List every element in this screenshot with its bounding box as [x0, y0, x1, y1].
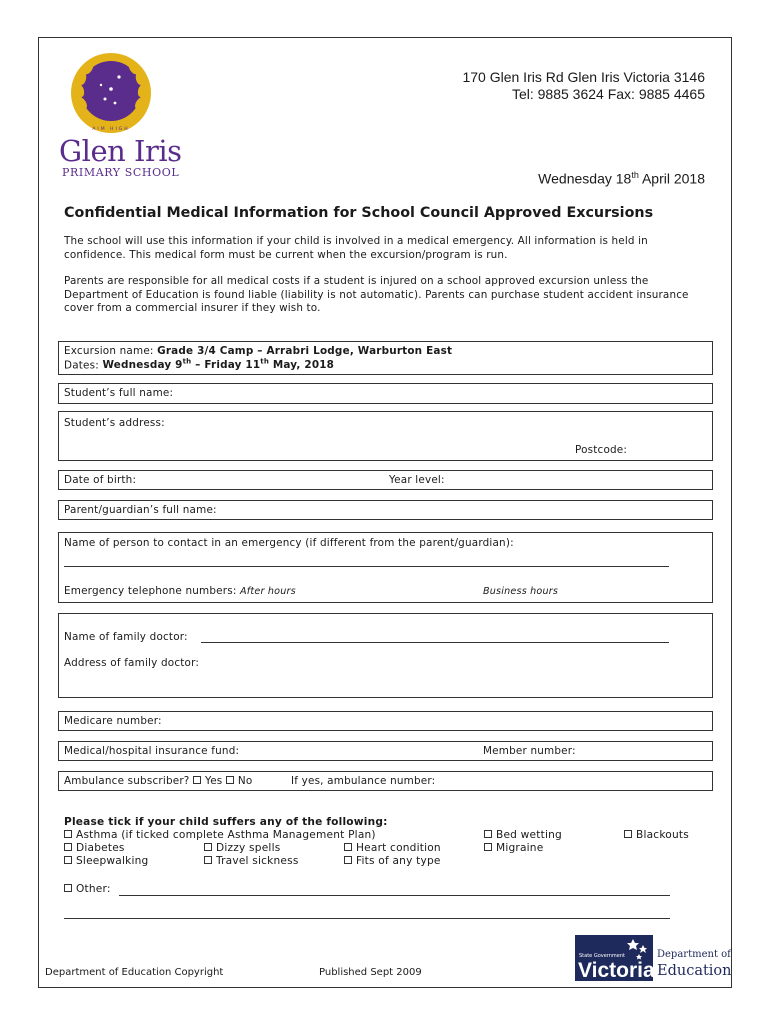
doctor-address-label: Address of family doctor: [64, 657, 200, 669]
school-crest-logo [69, 51, 153, 135]
condition-travel[interactable]: Travel sickness [204, 855, 299, 867]
year-level-label: Year level: [389, 474, 445, 486]
insurance-row [58, 741, 713, 761]
blackouts-checkbox[interactable] [624, 830, 632, 838]
excursion-box [58, 341, 713, 375]
emergency-contact-line[interactable] [64, 566, 669, 567]
asthma-checkbox[interactable] [64, 830, 72, 838]
travel-checkbox[interactable] [204, 856, 212, 864]
student-name-field[interactable] [58, 383, 713, 404]
member-number-label: Member number: [483, 745, 576, 757]
emergency-phone-label: Emergency telephone numbers: After hours [64, 585, 296, 597]
condition-dizzy[interactable]: Dizzy spells [204, 842, 280, 854]
form-date: Wednesday 18th April 2018 [538, 170, 705, 187]
costs-paragraph: Parents are responsible for all medical costs if a student is injured on a school approved excursion unless the Department of Education is found liable (liability is not automatic). Parents can purchase student accident insurance cover from a commercial insurer if they wish to. [64, 275, 689, 314]
medicare-label: Medicare number: [64, 715, 162, 727]
vic-dept-of: Department of [657, 949, 731, 960]
emergency-contact-label: Name of person to contact in an emergency (if different from the parent/guardian): [64, 537, 514, 549]
doctor-name-label: Name of family doctor: [64, 631, 188, 643]
student-address-field[interactable] [58, 411, 713, 461]
ambulance-number-label: If yes, ambulance number: [291, 775, 436, 787]
parent-name-field[interactable] [58, 500, 713, 520]
conditions-heading: Please tick if your child suffers any of the following: [64, 816, 388, 828]
dob-label: Date of birth: [64, 474, 137, 486]
diabetes-checkbox[interactable] [64, 843, 72, 851]
sleepwalking-checkbox[interactable] [64, 856, 72, 864]
condition-migraine[interactable]: Migraine [484, 842, 543, 854]
doctor-name-line[interactable] [201, 642, 669, 643]
postcode-label: Postcode: [575, 444, 628, 456]
excursion-name: Excursion name: Grade 3/4 Camp – Arrabri Lodge, Warburton East [64, 345, 453, 357]
vic-education: Education [657, 963, 732, 979]
ambulance-no-label: No [237, 775, 253, 787]
vic-victoria: Victoria [578, 959, 655, 982]
student-name-label: Student’s full name: [64, 387, 174, 399]
emergency-contact-box [58, 532, 713, 603]
parent-name-label: Parent/guardian’s full name: [64, 504, 217, 516]
migraine-checkbox[interactable] [484, 843, 492, 851]
school-phone-fax: Tel: 9885 3624 Fax: 9885 4465 [511, 86, 705, 102]
family-doctor-box [58, 613, 713, 698]
condition-asthma[interactable]: Asthma (if ticked complete Asthma Management Plan) [64, 829, 376, 841]
condition-bed-wetting[interactable]: Bed wetting [484, 829, 562, 841]
condition-fits[interactable]: Fits of any type [344, 855, 441, 867]
ambulance-row [58, 771, 713, 791]
insurance-label: Medical/hospital insurance fund: [64, 745, 240, 757]
footer-copyright: Department of Education Copyright [45, 967, 224, 978]
dizzy-checkbox[interactable] [204, 843, 212, 851]
school-name: Glen Iris [59, 134, 182, 168]
dob-year-row [58, 470, 713, 490]
condition-other[interactable]: Other: [64, 883, 111, 895]
condition-diabetes[interactable]: Diabetes [64, 842, 125, 854]
business-hours-label: Business hours [483, 586, 559, 597]
ambulance-question: Ambulance subscriber? Yes No [64, 775, 253, 787]
school-address: 170 Glen Iris Rd Glen Iris Victoria 3146 [462, 69, 705, 85]
heart-checkbox[interactable] [344, 843, 352, 851]
school-subtitle: PRIMARY SCHOOL [62, 166, 180, 179]
student-address-label: Student’s address: [64, 417, 165, 429]
excursion-dates: Dates: Wednesday 9th – Friday 11th May, 2018 [64, 358, 335, 372]
ambulance-yes-checkbox[interactable] [193, 776, 201, 784]
medicare-field[interactable] [58, 711, 713, 731]
condition-sleepwalking[interactable]: Sleepwalking [64, 855, 148, 867]
condition-blackouts[interactable]: Blackouts [624, 829, 689, 841]
vic-state-gov: State Government [579, 953, 626, 959]
form-page [38, 37, 732, 988]
other-line-1[interactable] [119, 895, 670, 896]
other-line-2[interactable] [64, 918, 670, 919]
school-contact [462, 69, 705, 103]
condition-heart[interactable]: Heart condition [344, 842, 441, 854]
ambulance-yes-label: Yes [205, 775, 223, 787]
form-title: Confidential Medical Information for School Council Approved Excursions [64, 205, 654, 221]
bed-wetting-checkbox[interactable] [484, 830, 492, 838]
crest-motto: AIM HIGH [92, 127, 130, 132]
intro-paragraph: The school will use this information if your child is involved in a medical emergency. All information is held in confidence. This medical form must be current when the excursion/program is run. [64, 235, 648, 261]
other-checkbox[interactable] [64, 884, 72, 892]
fits-checkbox[interactable] [344, 856, 352, 864]
footer-published: Published Sept 2009 [319, 967, 422, 978]
victoria-education-logo [575, 935, 732, 982]
ambulance-no-checkbox[interactable] [226, 776, 234, 784]
